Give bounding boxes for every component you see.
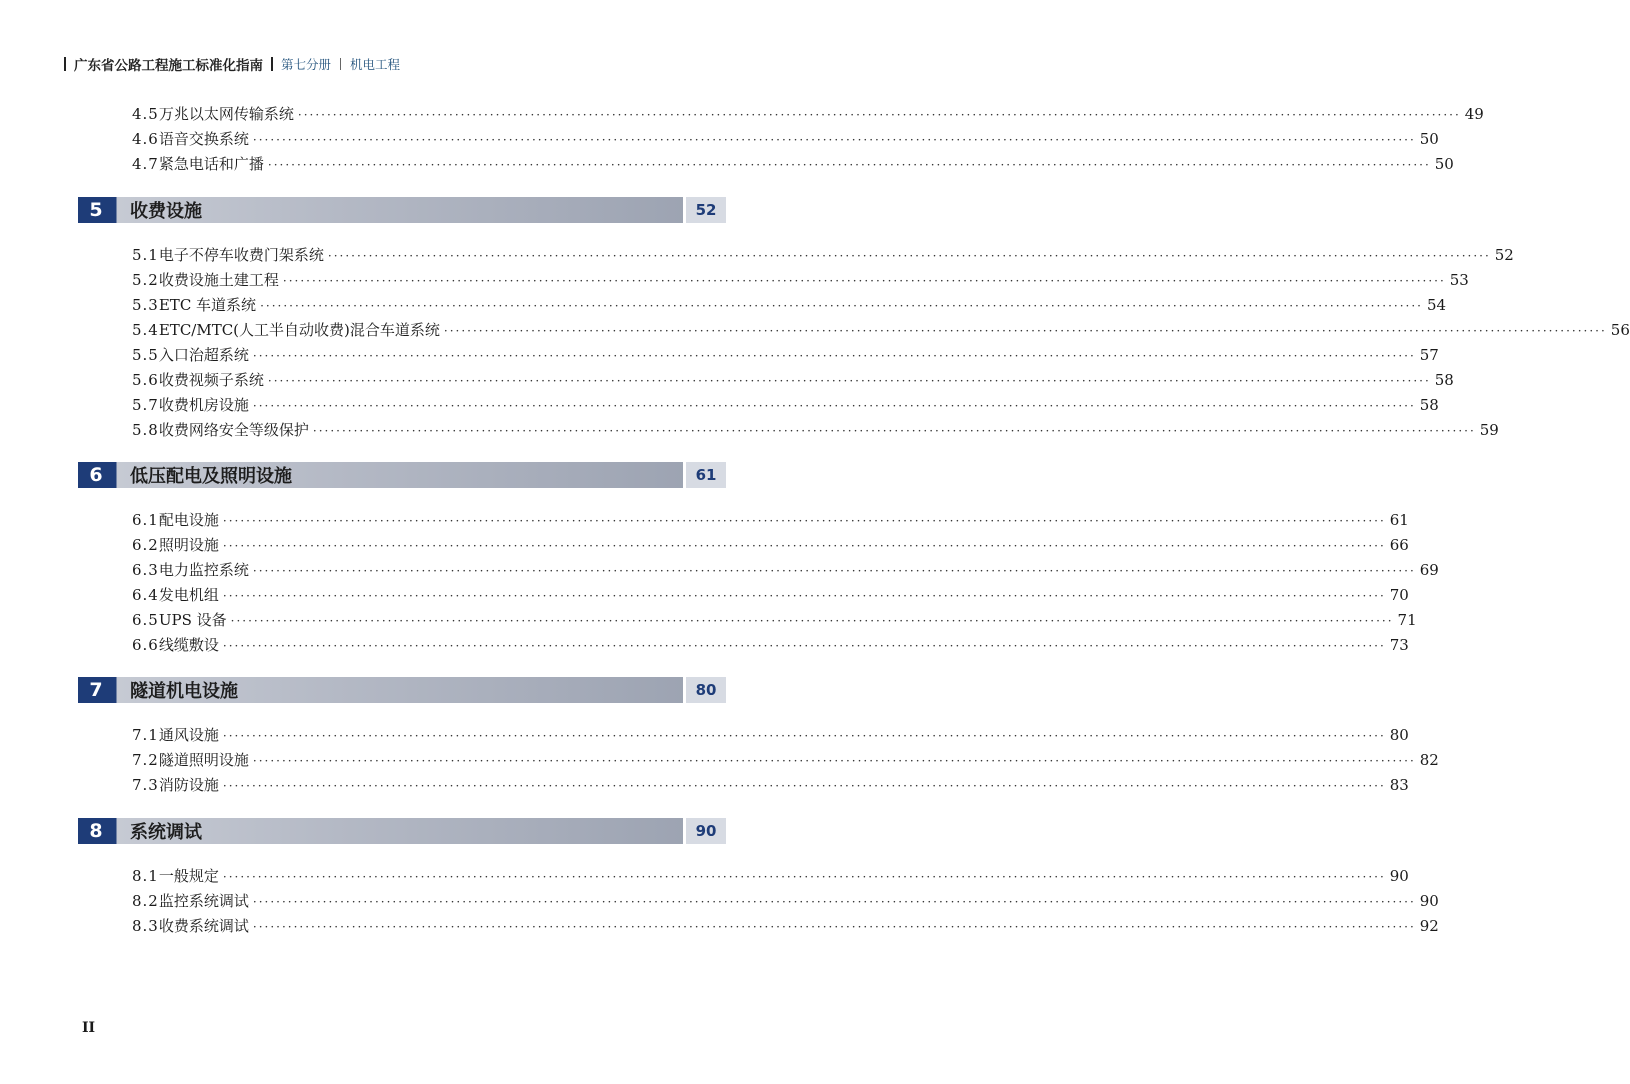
entry-page: 56 bbox=[1610, 321, 1630, 339]
entry-number: 5.3 bbox=[132, 296, 159, 314]
entry-title: 收费网络安全等级保护 bbox=[158, 421, 309, 439]
leader-dots: ········································································································································································································ bbox=[252, 754, 1416, 768]
section-label: 机电工程 bbox=[350, 57, 401, 72]
entry-title: ETC/MTC(人工半自动收费)混合车道系统 bbox=[158, 321, 440, 339]
leader-dots: ········································································································································································································ bbox=[230, 614, 1394, 628]
header-bar bbox=[64, 57, 66, 71]
leader-dots: ········································································································································································································ bbox=[282, 274, 1446, 288]
leader-dots: ········································································································································································································ bbox=[327, 249, 1491, 263]
entry-number: 4.6 bbox=[132, 130, 159, 148]
entry-title: 收费视频子系统 bbox=[158, 371, 264, 389]
entry-title: 隧道照明设施 bbox=[158, 751, 249, 769]
chapter-page: 90 bbox=[683, 818, 726, 844]
leader-dots: ········································································································································································································ bbox=[443, 324, 1607, 338]
leader-dots: ········································································································································································································ bbox=[252, 399, 1416, 413]
toc-entry[interactable] bbox=[132, 584, 1409, 606]
toc-entry[interactable] bbox=[132, 419, 1499, 441]
leader-dots: ········································································································································································································ bbox=[222, 779, 1386, 793]
entry-page: 52 bbox=[1494, 246, 1514, 264]
entry-title: 一般规定 bbox=[158, 867, 219, 885]
entry-page: 83 bbox=[1389, 776, 1409, 794]
entry-number: 7.1 bbox=[132, 726, 159, 744]
entry-page: 69 bbox=[1419, 561, 1439, 579]
entry-number: 6.1 bbox=[132, 511, 159, 529]
header-divider bbox=[340, 58, 341, 70]
entry-title: 照明设施 bbox=[158, 536, 219, 554]
running-header bbox=[56, 54, 400, 74]
toc-entry[interactable] bbox=[132, 890, 1439, 912]
toc-entry[interactable] bbox=[132, 269, 1469, 291]
toc-entry[interactable] bbox=[132, 915, 1439, 937]
entry-page: 70 bbox=[1389, 586, 1409, 604]
entry-page: 58 bbox=[1434, 371, 1454, 389]
leader-dots: ········································································································································································································ bbox=[252, 895, 1416, 909]
chapter-title: 低压配电及照明设施 bbox=[130, 466, 292, 487]
toc-entry[interactable] bbox=[132, 128, 1439, 150]
entry-number: 5.7 bbox=[132, 396, 159, 414]
entry-title: 语音交换系统 bbox=[158, 130, 249, 148]
chapter-number: 7 bbox=[78, 677, 114, 703]
chapter-title: 系统调试 bbox=[130, 822, 202, 843]
leader-dots: ········································································································································································································ bbox=[312, 424, 1476, 438]
entry-number: 5.8 bbox=[132, 421, 159, 439]
leader-dots: ········································································································································································································ bbox=[252, 564, 1416, 578]
entry-title: 入口治超系统 bbox=[158, 346, 249, 364]
entry-number: 6.4 bbox=[132, 586, 159, 604]
entry-page: 49 bbox=[1464, 105, 1484, 123]
entry-number: 7.2 bbox=[132, 751, 159, 769]
volume-label: 第七分册 bbox=[281, 57, 332, 72]
chapter-heading[interactable] bbox=[78, 677, 726, 703]
leader-dots: ········································································································································································································ bbox=[222, 589, 1386, 603]
toc-entry[interactable] bbox=[132, 153, 1454, 175]
leader-dots: ········································································································································································································ bbox=[222, 539, 1386, 553]
entry-title: UPS 设备 bbox=[158, 611, 227, 629]
entry-title: 紧急电话和广播 bbox=[158, 155, 264, 173]
toc-entry[interactable] bbox=[132, 319, 1630, 341]
entry-title: 消防设施 bbox=[158, 776, 219, 794]
chapter-title: 收费设施 bbox=[130, 201, 202, 222]
leader-dots: ········································································································································································································ bbox=[252, 349, 1416, 363]
entry-title: 发电机组 bbox=[158, 586, 219, 604]
entry-title: 线缆敷设 bbox=[158, 636, 219, 654]
entry-number: 5.5 bbox=[132, 346, 159, 364]
toc-entry[interactable] bbox=[132, 724, 1409, 746]
entry-title: 万兆以太网传输系统 bbox=[158, 105, 294, 123]
entry-page: 80 bbox=[1389, 726, 1409, 744]
leader-dots: ········································································································································································································ bbox=[260, 299, 1423, 313]
entry-page: 73 bbox=[1389, 636, 1409, 654]
entry-page: 53 bbox=[1449, 271, 1469, 289]
entry-page: 58 bbox=[1419, 396, 1439, 414]
chapter-page: 61 bbox=[683, 462, 726, 488]
entry-title: 电子不停车收费门架系统 bbox=[158, 246, 324, 264]
entry-page: 50 bbox=[1419, 130, 1439, 148]
entry-number: 8.3 bbox=[132, 917, 159, 935]
toc-entry[interactable] bbox=[132, 294, 1447, 316]
entry-number: 5.4 bbox=[132, 321, 159, 339]
leader-dots: ········································································································································································································ bbox=[222, 514, 1386, 528]
entry-number: 8.2 bbox=[132, 892, 159, 910]
leader-dots: ········································································································································································································ bbox=[252, 920, 1416, 934]
toc-entry[interactable] bbox=[132, 534, 1409, 556]
chapter-page: 80 bbox=[683, 677, 726, 703]
entry-page: 71 bbox=[1397, 611, 1417, 629]
chapter-number: 8 bbox=[78, 818, 114, 844]
entry-number: 6.5 bbox=[132, 611, 159, 629]
leader-dots: ········································································································································································································ bbox=[222, 639, 1386, 653]
entry-title: 配电设施 bbox=[158, 511, 219, 529]
chapter-number: 6 bbox=[78, 462, 114, 488]
entry-page: 90 bbox=[1389, 867, 1409, 885]
entry-number: 5.6 bbox=[132, 371, 159, 389]
entry-page: 90 bbox=[1419, 892, 1439, 910]
entry-number: 6.2 bbox=[132, 536, 159, 554]
chapter-number: 5 bbox=[78, 197, 114, 223]
chapter-heading[interactable] bbox=[78, 462, 726, 488]
toc-entry[interactable] bbox=[132, 509, 1409, 531]
entry-title: 收费设施土建工程 bbox=[158, 271, 279, 289]
leader-dots: ········································································································································································································ bbox=[222, 729, 1386, 743]
chapter-page: 52 bbox=[683, 197, 726, 223]
toc-entry[interactable] bbox=[132, 369, 1454, 391]
entry-number: 4.5 bbox=[132, 105, 159, 123]
entry-number: 4.7 bbox=[132, 155, 159, 173]
entry-page: 50 bbox=[1434, 155, 1454, 173]
page-folio: II bbox=[82, 1020, 96, 1036]
entry-number: 7.3 bbox=[132, 776, 159, 794]
entry-page: 66 bbox=[1389, 536, 1409, 554]
toc-entry[interactable] bbox=[132, 394, 1439, 416]
entry-title: 收费系统调试 bbox=[158, 917, 249, 935]
entry-page: 92 bbox=[1419, 917, 1439, 935]
toc-entry[interactable] bbox=[132, 634, 1409, 656]
leader-dots: ········································································································································································································ bbox=[297, 108, 1461, 122]
entry-number: 8.1 bbox=[132, 867, 159, 885]
toc-entry[interactable] bbox=[132, 749, 1439, 771]
entry-number: 5.1 bbox=[132, 246, 159, 264]
toc-entry[interactable] bbox=[132, 609, 1417, 631]
toc-entry[interactable] bbox=[132, 103, 1484, 125]
toc-entry[interactable] bbox=[132, 774, 1409, 796]
entry-title: 监控系统调试 bbox=[158, 892, 249, 910]
leader-dots: ········································································································································································································ bbox=[252, 133, 1416, 147]
entry-title: 通风设施 bbox=[158, 726, 219, 744]
chapter-heading[interactable] bbox=[78, 197, 726, 223]
leader-dots: ········································································································································································································ bbox=[267, 158, 1431, 172]
entry-number: 6.3 bbox=[132, 561, 159, 579]
entry-number: 6.6 bbox=[132, 636, 159, 654]
chapter-title: 隧道机电设施 bbox=[130, 681, 238, 702]
toc-entry[interactable] bbox=[132, 865, 1409, 887]
entry-page: 54 bbox=[1426, 296, 1447, 314]
toc-entry[interactable] bbox=[132, 344, 1439, 366]
entry-title: 收费机房设施 bbox=[158, 396, 249, 414]
entry-page: 82 bbox=[1419, 751, 1439, 769]
entry-page: 57 bbox=[1419, 346, 1439, 364]
entry-page: 61 bbox=[1389, 511, 1409, 529]
entry-page: 59 bbox=[1479, 421, 1499, 439]
entry-number: 5.2 bbox=[132, 271, 159, 289]
toc-entry[interactable] bbox=[132, 244, 1514, 266]
toc-entry[interactable] bbox=[132, 559, 1439, 581]
entry-title: 电力监控系统 bbox=[158, 561, 249, 579]
leader-dots: ········································································································································································································ bbox=[267, 374, 1431, 388]
leader-dots: ········································································································································································································ bbox=[222, 870, 1386, 884]
entry-title: ETC 车道系统 bbox=[158, 296, 257, 314]
chapter-heading[interactable] bbox=[78, 818, 726, 844]
book-title: 广东省公路工程施工标准化指南 bbox=[74, 58, 263, 74]
header-bar bbox=[271, 57, 273, 71]
